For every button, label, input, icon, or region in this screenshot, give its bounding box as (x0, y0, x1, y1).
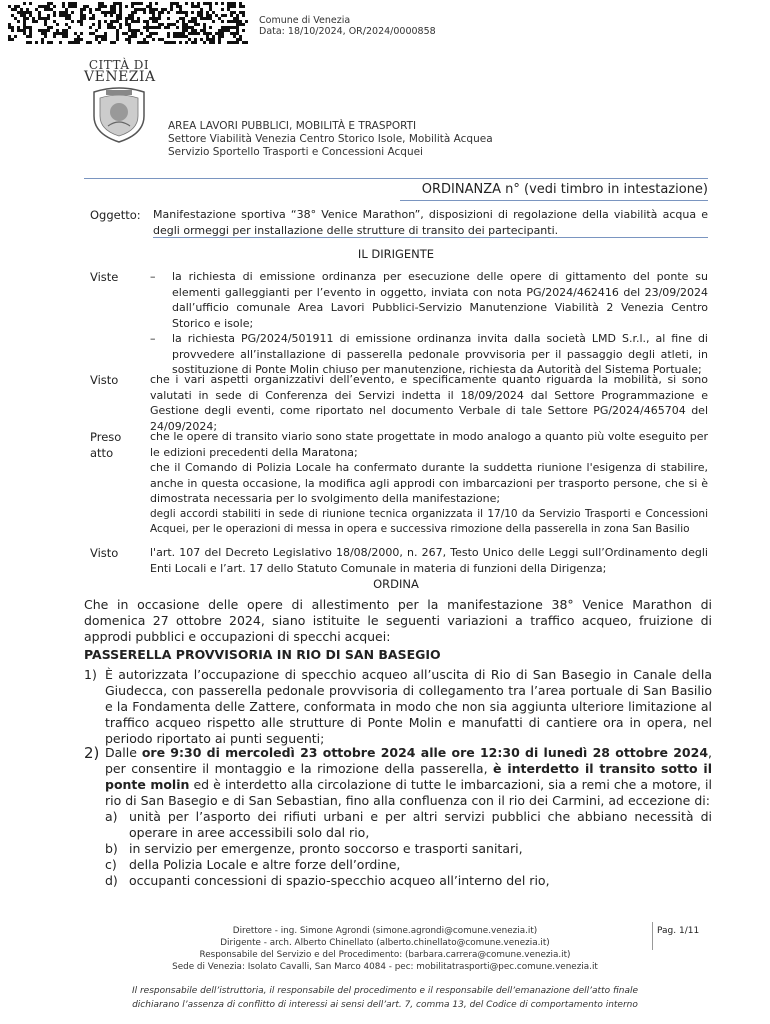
preso-paragraph: degli accordi stabiliti in sede di riunione tecnica organizzata il 17/10 da Servizio Trasporti e Concessioni Acquei, per le operazioni di messa in opera e successiva rimozione della passerella in zona San Basilio (150, 507, 708, 535)
sub-list-item: a) unità per l’asporto dei rifiuti urbani e per altri servizi pubblici che abbiano necessità di operare in aree accessibili solo dal rio, (105, 809, 712, 840)
item-text: È autorizzata l’occupazione di specchio acqueo all’uscita di Rio di San Basegio in Canale della Giudecca, con passerella pedonale provvisoria di collegamento tra l’area portuale di San Basilio e la Fondamenta delle Zattere, conformata in modo che non sia aggiunta ulteriore limitazione al traffico acqueo rispetto alle strutture di Ponte Molin e manufatti di cantiere ora in opera, nel periodo riportato ai punti seguenti; (105, 667, 712, 746)
city-logo (84, 60, 154, 144)
ordinanza-title: ORDINANZA n° (vedi timbro in intestazione) (421, 182, 708, 197)
dept-line-1: AREA LAVORI PUBBLICI, MOBILITÀ E TRASPORTI (168, 120, 417, 132)
sub-list-item: b) in servizio per emergenze, pronto soccorso e trasporti sanitari, (105, 841, 523, 856)
header-divider (84, 178, 708, 179)
dept-line-2: Settore Viabilità Venezia Centro Storico Isole, Mobilità Acquea (168, 133, 493, 145)
sub-list (105, 809, 712, 889)
item-text: Dalle ore 9:30 di mercoledì 23 ottobre 2024 alle ore 12:30 di lunedì 28 ottobre 2024, per consentire il montaggio e la rimozione della passerella, è interdetto il transito sotto il ponte molin ed è interdetto alla circolazione di tutte le imbarcazioni, sia a remi che a motore, il rio di San Basegio e di San Sebastian, fino alla confluenza con il rio dei Carmini, ad eccezione di: (105, 745, 713, 808)
visto-text: che i vari aspetti organizzativi dell’evento, e specificamente quanto riguarda la mobilità, si sono valutati in sede di Conferenza dei Servizi indetta il 18/09/2024 dal Settore Programmazione e Gestione degli eventi, come riportato nel documento Verbale di tale Settore PG/2024/465704 del 24/09/2024; (150, 373, 708, 433)
dept-line-3: Servizio Sportello Trasporti e Concessioni Acquei (168, 146, 423, 158)
preso-atto-label: Preso atto (90, 430, 122, 460)
footer-line: Direttore - ing. Simone Agrondi (simone.agrondi@comune.venezia.it) (232, 926, 538, 936)
oggetto-label: Oggetto: (90, 208, 141, 222)
stamp-line-1: Comune di Venezia (259, 15, 351, 26)
viste-item: – la richiesta PG/2024/501911 di emissione ordinanza invita dalla società LMD S.r.l., al fine di provvedere all’installazione di passerella pedonale provvisoria per il passaggio degli atleti, in sostituzione di Ponte Molin chiuso per manutenzione, richiesta da Autorità del Sistema Portuale; (150, 332, 708, 376)
preso-atto-text (150, 429, 708, 538)
stamp-line-2: Data: 18/10/2024, OR/2024/0000858 (259, 26, 436, 37)
oggetto-divider (153, 237, 708, 238)
intro-paragraph: Che in occasione delle opere di allestimento per la manifestazione 38° Venice Marathon di domenica 27 ottobre 2024, siano istituite le seguenti variazioni a traffico acqueo, fruizione di approdi pubblici e occupazioni di specchi acquei: (84, 597, 712, 644)
footer-line: Dirigente - arch. Alberto Chinellato (alberto.chinellato@comune.venezia.it) (220, 938, 550, 948)
viste-label: Viste (90, 270, 119, 284)
sub-list-item: d) occupanti concessioni di spazio-specchio acqueo all’interno del rio, (105, 873, 550, 888)
footer-contacts (120, 925, 650, 973)
department-header (168, 120, 493, 159)
footer-line: Sede di Venezia: Isolato Cavalli, San Marco 4084 - pec: mobilitatrasporti@pec.comune.venezia.it (172, 962, 598, 972)
visto-label: Visto (90, 373, 119, 387)
list-item (84, 667, 712, 747)
viste-list (150, 269, 708, 378)
viste-item-text: la richiesta PG/2024/501911 di emissione ordinanza invita dalla società LMD S.r.l., al fine di provvedere all’installazione di passerella pedonale provvisoria per il passaggio degli atleti, in sostituzione di Ponte Molin chiuso per manutenzione, richiesta da Autorità del Sistema Portuale; (172, 332, 708, 376)
item-number: 2) (84, 744, 100, 762)
footer-line: Responsabile del Servizio e del Procedimento: (barbara.carrera@comune.venezia.it) (199, 950, 571, 960)
lion-crest-icon (84, 86, 154, 144)
logo-text-2: VENEZIA (84, 69, 156, 85)
protocol-stamp (259, 15, 436, 37)
logo-text-1: CITTÀ DI (88, 58, 150, 72)
list-item (84, 745, 712, 889)
section-heading: PASSERELLA PROVVISORIA IN RIO DI SAN BASEGIO (84, 647, 441, 662)
oggetto-text: Manifestazione sportiva “38° Venice Marathon”, disposizioni di regolazione della viabilità acqua e degli ormeggi per installazione delle strutture di transito dei partecipanti. (153, 208, 708, 237)
visto-label: Visto (90, 546, 119, 560)
ordina-heading: ORDINA (373, 577, 419, 591)
visto-text: l'art. 107 del Decreto Legislativo 18/08/2000, n. 267, Testo Unico delle Leggi sull’Ordinamento degli Enti Locali e l’art. 17 dello Statuto Comunale in materia di funzioni della Dirigenza; (150, 546, 708, 575)
item-number: 1) (84, 667, 97, 682)
ordinanza-underline (400, 200, 708, 201)
sub-list-item: c) della Polizia Locale e altre forze dell’ordine, (105, 857, 401, 872)
dirigente-heading: IL DIRIGENTE (357, 247, 435, 261)
preso-paragraph: che il Comando di Polizia Locale ha confermato durante la suddetta riunione l'esigenza di stabilire, anche in questa occasione, la modifica agli approdi con imbarcazioni per trasporto persone, che si è dimostrata necessaria per lo svolgimento della manifestazione; (150, 461, 708, 505)
viste-item: – la richiesta di emissione ordinanza per esecuzione delle opere di gittamento del ponte su elementi galleggianti per l’evento in oggetto, inviata con nota PG/2024/462416 del 23/09/2024 dall’ufficio comunale Area Lavori Pubblici-Servizio Manutenzione Viabilità 2 Venezia Centro Storico e isole; (150, 270, 708, 330)
disclaimer: Il responsabile dell’istruttoria, il responsabile del procedimento e il responsabile dell’emanazione dell’atto finale dichiarano l’assenza di conflitto di interessi ai sensi dell’art. 7, comma 13, del Codice di comportamento interno (131, 986, 639, 1010)
preso-paragraph: che le opere di transito viario sono state progettate in modo analogo a quanto più volte eseguito per le edizioni precedenti della Maratona; (150, 430, 708, 459)
qr-code (8, 2, 248, 44)
viste-item-text: la richiesta di emissione ordinanza per esecuzione delle opere di gittamento del ponte su elementi galleggianti per l’evento in oggetto, inviata con nota PG/2024/462416 del 23/09/2024 dall’ufficio comunale Area Lavori Pubblici-Servizio Manutenzione Viabilità 2 Venezia Centro Storico e isole; (172, 270, 708, 330)
page-number: Pag. 1/11 (652, 922, 715, 950)
